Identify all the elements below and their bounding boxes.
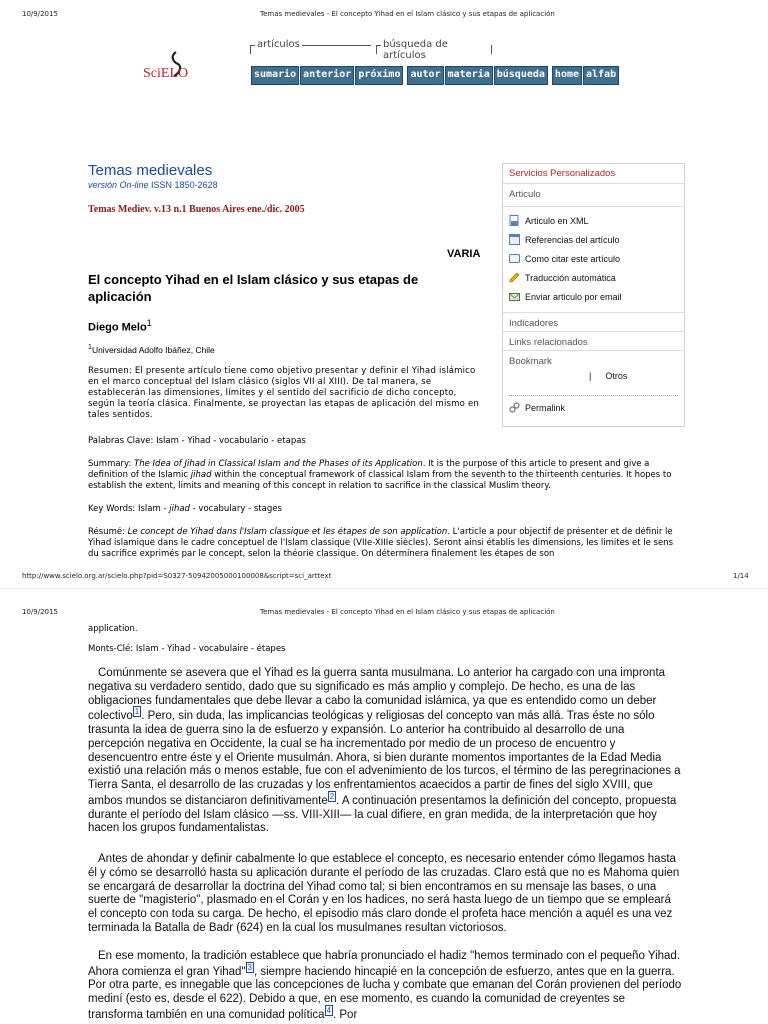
print-date: 10/9/2015	[22, 10, 58, 18]
resume-title: Le concept de Yihad dans l'Islam classique et les étapes de son application	[127, 527, 448, 537]
references-icon	[509, 234, 520, 245]
sumario-button[interactable]: sumario	[251, 66, 299, 85]
p1-c: . A continuación presentamos la definición del concepto, propuesta durante el período del Islam clásico —ss. VIII-XIII— la cual difiere, en gran medida, de la interpretación que hoy hacen los grupos fundamentalistas.	[88, 794, 677, 835]
print-date: 10/9/2015	[22, 608, 58, 616]
sidebar-item-label: Traducción automática	[525, 272, 616, 283]
busqueda-button[interactable]: búsqueda	[494, 66, 548, 85]
sidebar-item-translate[interactable]	[503, 268, 684, 287]
journal-title[interactable]: Temas medievales	[88, 162, 213, 179]
permalink-label: Permalink	[525, 402, 566, 413]
sidebar-item-cite[interactable]	[503, 249, 684, 268]
p1-a: Comúnmente se asevera que el Yihad es la guerra santa musulmana. Lo anterior ha cargado con una impronta negativa su verdadero sentido, dado que su significado es más amplio y complejo. De hecho, es una de las obligaciones fundamentales que debe llevar a cabo la comunidad islámica, ya que es entendido como un deber colectivo	[88, 667, 666, 723]
sidebar-item-label: Enviar articulo por email	[525, 291, 622, 302]
online-issn	[88, 180, 218, 190]
citation: Temas Mediev. v.13 n.1 Buenos Aires ene./dic. 2005	[88, 204, 305, 215]
affiliation	[88, 343, 215, 355]
p3-b: , siempre haciendo hincapié en la concepción de esfuerzo, antes que en la guerra. Por otra parte, es innegable que las concepciones de lucha y combate que emanan del Corán provienen del período mediní (esto es, desde el 622). Debido a que, en ese momento, es cuando la comunidad de creyentes se transforma también en una comunidad política	[88, 965, 682, 1021]
footnote-3-link[interactable]: 3	[247, 962, 252, 972]
print-page: 1/14	[733, 572, 749, 580]
footnote-4-link[interactable]: 4	[326, 1006, 331, 1016]
section-label: VARIA	[447, 248, 481, 260]
sidebar-section-indicadores[interactable]: Indicadores	[503, 312, 684, 332]
issn: ISSN 1850-2628	[151, 180, 218, 190]
keywords-1: Key Words: Islam -	[88, 504, 167, 514]
summary	[88, 459, 680, 492]
sidebar-item-label: Referencias del artículo	[525, 234, 620, 245]
alfab-button[interactable]: alfab	[583, 66, 619, 85]
paragraph-3	[88, 950, 682, 1024]
key-words	[88, 504, 282, 515]
nav-group-label: artículos	[257, 39, 300, 50]
print-title: Temas medievales - El concepto Yihad en el Islam clásico y sus etapas de aplicación	[260, 10, 555, 18]
sidebar-section-articulo: Articulo	[503, 184, 684, 207]
materia-button[interactable]: materia	[445, 66, 493, 85]
print-title: Temas medievales - El concepto Yihad en el Islam clásico y sus etapas de aplicación	[260, 608, 555, 616]
application-continued: application.	[88, 624, 138, 634]
affiliation-sup: 1	[88, 343, 92, 351]
summary-label: Summary:	[88, 459, 132, 469]
summary-text-1: . It is the purpose of this article to present and give a definition of the Islamic	[88, 459, 650, 480]
sidebar-section-bookmark: Bookmark	[509, 356, 552, 367]
translate-pencil-icon	[509, 272, 520, 283]
palabras-clave: Palabras Clave: Islam - Yihad - vocabulario - etapas	[88, 436, 306, 446]
p1-b: . Pero, sin duda, las implicancias teológicas y religiosas del concepto van más allá. Tras éste no sólo trasunta la idea de guerra sino la de esfuerzo y expansión. Lo anterior ha contribuido al desarrollo de una percepción negativa en Occidente, la cual se ha incrementado por medio de un proceso de encuentro y desencuentro entre éste y el Oriente musulmán. Ahora, si bien durante momentos importantes de la Edad Media existió una relación más o menos estable, fue con el advenimiento de los turcos, el término de las peregrinaciones a Tierra Santa, el desarrollo de las cruzadas y los enfrentamientos acaecidos a partir de fines del siglo XVIII, que ambos mundos se distanciaron definitivamente	[88, 710, 681, 807]
logo-text: SciELO	[143, 66, 189, 81]
bookmark-row	[503, 369, 684, 385]
sidebar-item-email[interactable]	[503, 287, 684, 306]
sidebar-item-xml[interactable]	[503, 211, 684, 230]
email-icon	[509, 291, 520, 302]
keywords-jihad: jihad	[169, 504, 190, 514]
resume-label: Résumé:	[88, 527, 125, 537]
author	[88, 318, 152, 334]
page-break	[0, 588, 768, 589]
bookmark-separator: |	[589, 371, 592, 381]
proximo-button[interactable]: próximo	[355, 66, 403, 85]
services-sidebar	[502, 163, 685, 427]
link-chain-icon	[509, 402, 520, 413]
sidebar-item-label: Como citar este artículo	[525, 253, 621, 264]
nav-bar	[251, 66, 620, 85]
summary-jihad: jihad	[190, 470, 212, 480]
online-label: versión On-line	[88, 180, 149, 190]
mots-cles: Monts-Clé: Islam - Yihad - vocabulaire - étapes	[88, 644, 286, 654]
footnote-1-link[interactable]: 1	[134, 707, 140, 717]
permalink-link[interactable]	[503, 396, 684, 417]
author-name: Diego Melo	[88, 321, 147, 334]
nav-group-busqueda	[376, 39, 492, 61]
autor-button[interactable]: autor	[407, 66, 443, 85]
sidebar-item-references[interactable]	[503, 230, 684, 249]
summary-title: The Idea of Jihad in Classical Islam and the Phases of its Application	[134, 459, 423, 469]
nav-group-label: búsqueda de artículos	[381, 39, 491, 61]
print-url: http://www.scielo.org.ar/scielo.php?pid=S0327-50942005000100008&script=sci_arttext	[22, 572, 332, 580]
nav-group-articulos	[250, 39, 371, 54]
article-title: El concepto Yihad en el Islam clásico y sus etapas de aplicación	[88, 272, 419, 304]
cite-icon	[509, 253, 520, 264]
resume	[88, 527, 680, 560]
sidebar-item-label: Articulo en XML	[525, 215, 589, 226]
resume-text: . L'article a pour objectif de présenter et de définir le Yihad islamique dans le cadre conceptuel de l'Islam classique (VIIe-XIIIe siècles). Seront ainsi établis les dimensions, les limites et le sens du sacrifice exprimés par le concept, selon la théorie classique. On déterminera finalement les étapes de son	[88, 527, 673, 559]
summary-text-2: within the conceptual framework of classical Islam from the seventh to the thirteenth centuries. It hopes to establish the extent, limits and meaning of this concept in relation to sacrifice in the classical Muslim theory.	[88, 470, 672, 491]
resumen: Resumen: El presente artículo tiene como objetivo presentar y definir el Yihad islámico en el marco conceptual del Islam clásico (siglos VII al XIII). De tal manera, se establecerán las dimensiones, límites y el sentido del sacrificio de dicho concepto, según la teoría clásica. Finalmente, se proyectan las etapas de aplicación del mismo en tales sentidos.	[88, 366, 479, 420]
anterior-button[interactable]: anterior	[300, 66, 354, 85]
p3-c: . Por	[332, 1008, 358, 1021]
sidebar-section-links[interactable]: Links relacionados	[503, 332, 684, 351]
p3-a: En ese momento, la tradición establece que habría pronunciado el hadiz "hemos terminado con el pequeño Yihad. Ahora comienza el gran Yihad"	[88, 950, 681, 978]
keywords-2: - vocabulary - stages	[192, 504, 282, 514]
scielo-logo[interactable]	[140, 48, 200, 88]
otros-link[interactable]: Otros	[605, 371, 628, 381]
footnote-2-link[interactable]: 2	[329, 792, 335, 801]
paragraph-2: Antes de ahondar y definir cabalmente lo que establece el concepto, es necesario entender cómo llegamos hasta él y cómo se desarrolló hasta su aplicación durante el período de las cruzadas. Claro está que no es Mahoma quien se encargará de desarrollar la doctrina del Yihad como tal; si bien encontramos en su mensaje las bases, o una suerte de "magisterio", plasmado en el Corán y en los hadices, no será hasta luego de un tiempo que se empleará el concepto con toda su carga. De hecho, el episodio más claro donde el profeta hace mención a aquél es una vez terminada la Batalla de Badr (624) en la cual los musulmanes resultan victoriosos.	[88, 853, 680, 934]
paragraph-1	[88, 667, 682, 836]
xml-doc-icon	[509, 215, 520, 226]
sidebar-header: Servicios Personalizados	[503, 164, 684, 184]
affiliation-text: Universidad Adolfo Ibáñez, Chile	[91, 344, 215, 355]
home-button[interactable]: home	[552, 66, 582, 85]
author-sup: 1	[146, 318, 152, 328]
